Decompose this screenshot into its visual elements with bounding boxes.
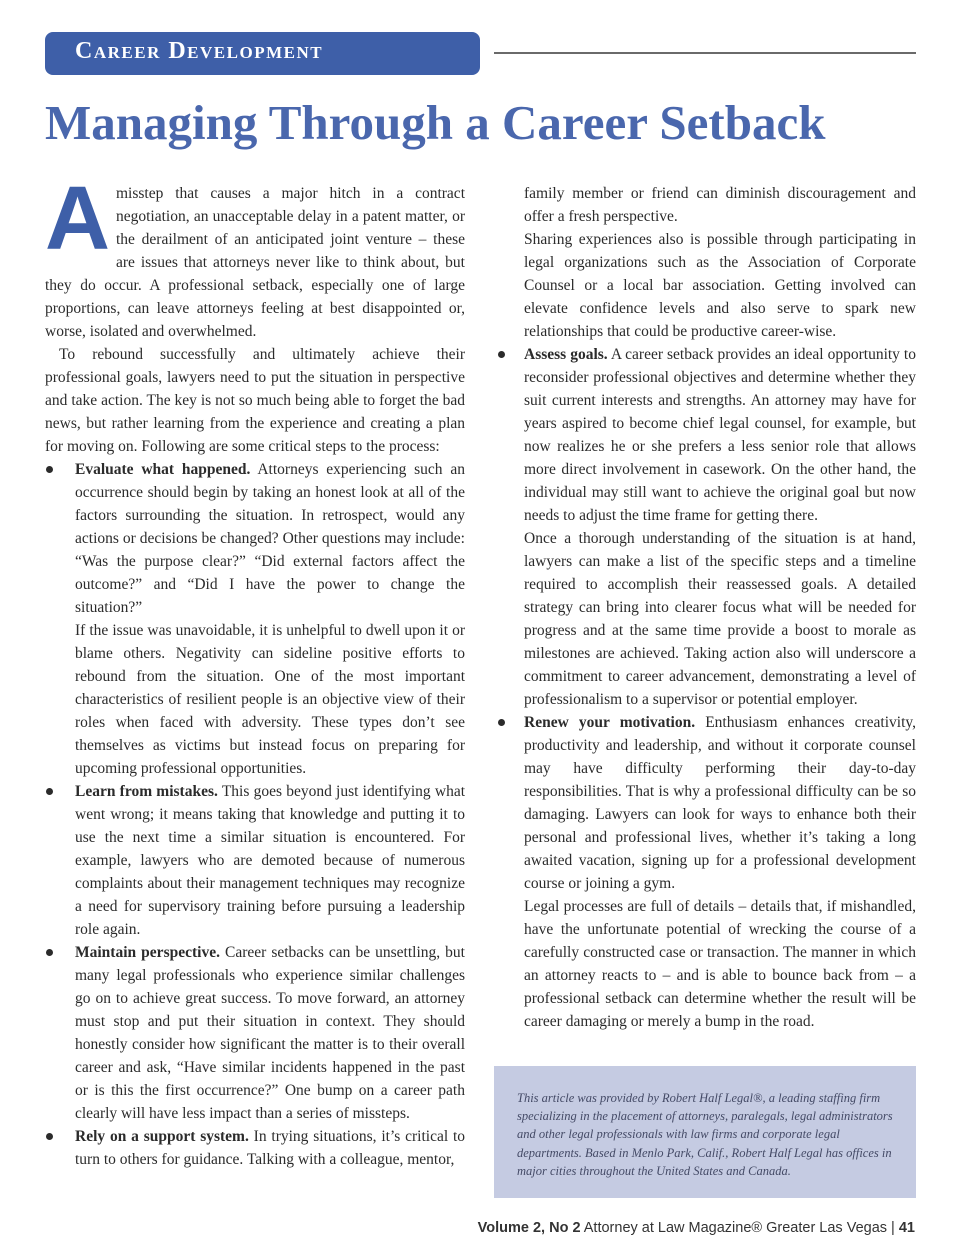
bullet-heading: Assess goals. bbox=[524, 346, 608, 363]
bullet-icon bbox=[46, 949, 53, 956]
bullet-text: Career setbacks can be unsettling, but many legal professionals who experience similar challenges go on to achieve great success. To move forward, an attorney must stop and put their situation in context. They should honestly consider how significant the matter is to their overall career and ask, “Have similar incidents happened in the past or is this the first occurrence?” One bump on a career path clearly will have less impact than a series of missteps. bbox=[75, 944, 465, 1122]
intro-paragraph bbox=[45, 169, 465, 343]
intro-text: misstep that causes a major hitch in a contract negotiation, an unacceptable delay in a patent matter, or the derailment of an anticipated joint venture – these are issues that attorneys never like to think about, but they do occur. A professional setback, especially one of large proportions, can leave attorneys feeling at best disappointed or, worse, isolated and overwhelmed. bbox=[45, 185, 465, 340]
closing-paragraph: Legal processes are full of details – details that, if mishandled, have the unfortunate potential of wrecking the course of a carefully constructed case or transaction. The manner in which an attorney reacts to – and is able to bounce back from – a professional setback can determine whether the result will be career damaging or merely a bump in the road. bbox=[524, 898, 916, 1030]
author-note-box bbox=[494, 1066, 916, 1198]
bullet-motivation bbox=[524, 711, 916, 895]
section-label: Career Development bbox=[75, 38, 324, 64]
bullet-icon bbox=[498, 719, 505, 726]
bullet-icon bbox=[46, 1133, 53, 1140]
bullet-learn bbox=[45, 780, 465, 941]
bullet-icon bbox=[498, 351, 505, 358]
left-column bbox=[45, 169, 466, 1171]
bullet-heading: Renew your motivation. bbox=[524, 714, 696, 731]
drop-cap: A bbox=[45, 169, 110, 269]
bullet-text: Enthusiasm enhances creativity, productivity and leadership, and without it corporate counsel may have difficulty performing their day-to-day responsibilities. That is why a professional difficulty can be so damaging. Lawyers can look for ways to enhance both their personal and professional lives, whether it’s taking a long awaited vacation, signing up for a professional development course or joining a gym. bbox=[524, 714, 916, 892]
page-footer bbox=[478, 1220, 915, 1236]
bullet-heading: Rely on a support system. bbox=[75, 1128, 249, 1145]
bullet-heading: Maintain perspective. bbox=[75, 944, 220, 961]
article-title: Managing Through a Career Setback bbox=[45, 95, 826, 150]
bullet-text: A career setback provides an ideal opportunity to reconsider professional objectives and determine whether they suit current interests and strengths. An attorney may have for years aspired to become chief legal counsel, for example, but now realizes he or she prefers a less senior role that allows more direct involvement in casework. On the other hand, the individual may still want to achieve the original goal but now needs to adjust the time frame for getting there. bbox=[524, 346, 916, 524]
author-note-text: This article was provided by Robert Half Legal®, a leading staffing firm specializing in the placement of attorneys, paralegals, legal administrators and other legal professionals with law firms and corporate legal departments. Based in Menlo Park, Calif., Robert Half Legal has offices in major cities throughout the United States and Canada. bbox=[517, 1091, 893, 1178]
page-number: 41 bbox=[898, 1220, 915, 1236]
section-banner bbox=[45, 32, 480, 75]
body-paragraph: To rebound successfully and ultimately achieve their professional goals, lawyers need to put the situation in perspective and take action. The key is not so much being able to forget the bad news, but rather learning from the experience and creating a plan for moving on. Following are some critical steps to the process: bbox=[45, 346, 465, 455]
bullet-heading: Learn from mistakes. bbox=[75, 783, 218, 800]
bullet-subparagraph: If the issue was unavoidable, it is unhelpful to dwell upon it or blame others. Negativity can sideline positive efforts to rebound from the situation. One of the most important characteristics of resilient people is an objective view of their roles when faced with adversity. These types don’t see themselves as victims but instead focus on preparing for upcoming professional opportunities. bbox=[75, 622, 465, 777]
footer-magazine: Attorney at Law Magazine® Greater Las Vegas | bbox=[580, 1220, 899, 1236]
bullet-text: Attorneys experiencing such an occurrence should begin by taking an honest look at all of the factors surrounding the situation. In retrospect, would any actions or decisions be changed? Other questions may include: “Was the purpose clear?” “Did external factors affect the outcome?” and “Did I have the power to change the situation?” bbox=[75, 461, 465, 616]
body-paragraph: Sharing experiences also is possible through participating in legal organizations such as the Association of Corporate Counsel or a local bar association. Getting involved can elevate confidence levels and also serve to spark new relationships that could be productive career-wise. bbox=[524, 231, 916, 340]
continued-paragraph: family member or friend can diminish discouragement and offer a fresh perspective. bbox=[524, 185, 916, 225]
bullet-text: In trying situations, it’s critical to turn to others for guidance. Talking with a colleague, mentor, bbox=[75, 1128, 466, 1168]
bullet-assess bbox=[524, 343, 916, 527]
bullet-heading: Evaluate what happened. bbox=[75, 461, 251, 478]
bullet-perspective bbox=[45, 941, 465, 1125]
bullet-evaluate bbox=[45, 458, 465, 619]
bullet-icon bbox=[46, 466, 53, 473]
right-column bbox=[524, 182, 916, 1033]
bullet-subparagraph: Once a thorough understanding of the situation is at hand, lawyers can make a list of the specific steps and a timeline required to accomplish their reassessed goals. A detailed strategy can bring into clearer focus what will be needed for progress and at the same time provide a boost to morale as milestones are achieved. Taking action also will underscore a commitment to career advancement, demonstrating a level of professionalism to a supervisor or potential employer. bbox=[524, 530, 916, 708]
header-rule bbox=[494, 52, 916, 54]
footer-issue: Volume 2, No 2 bbox=[477, 1220, 581, 1236]
bullet-support bbox=[45, 1125, 465, 1171]
bullet-text: This goes beyond just identifying what went wrong; it means taking that knowledge and putting it to use the next time a similar situation is encountered. For example, lawyers who are demoted because of numerous complaints about their management techniques may recognize a need for supervisory training before pursuing a leadership role again. bbox=[75, 783, 466, 938]
bullet-icon bbox=[46, 788, 53, 795]
